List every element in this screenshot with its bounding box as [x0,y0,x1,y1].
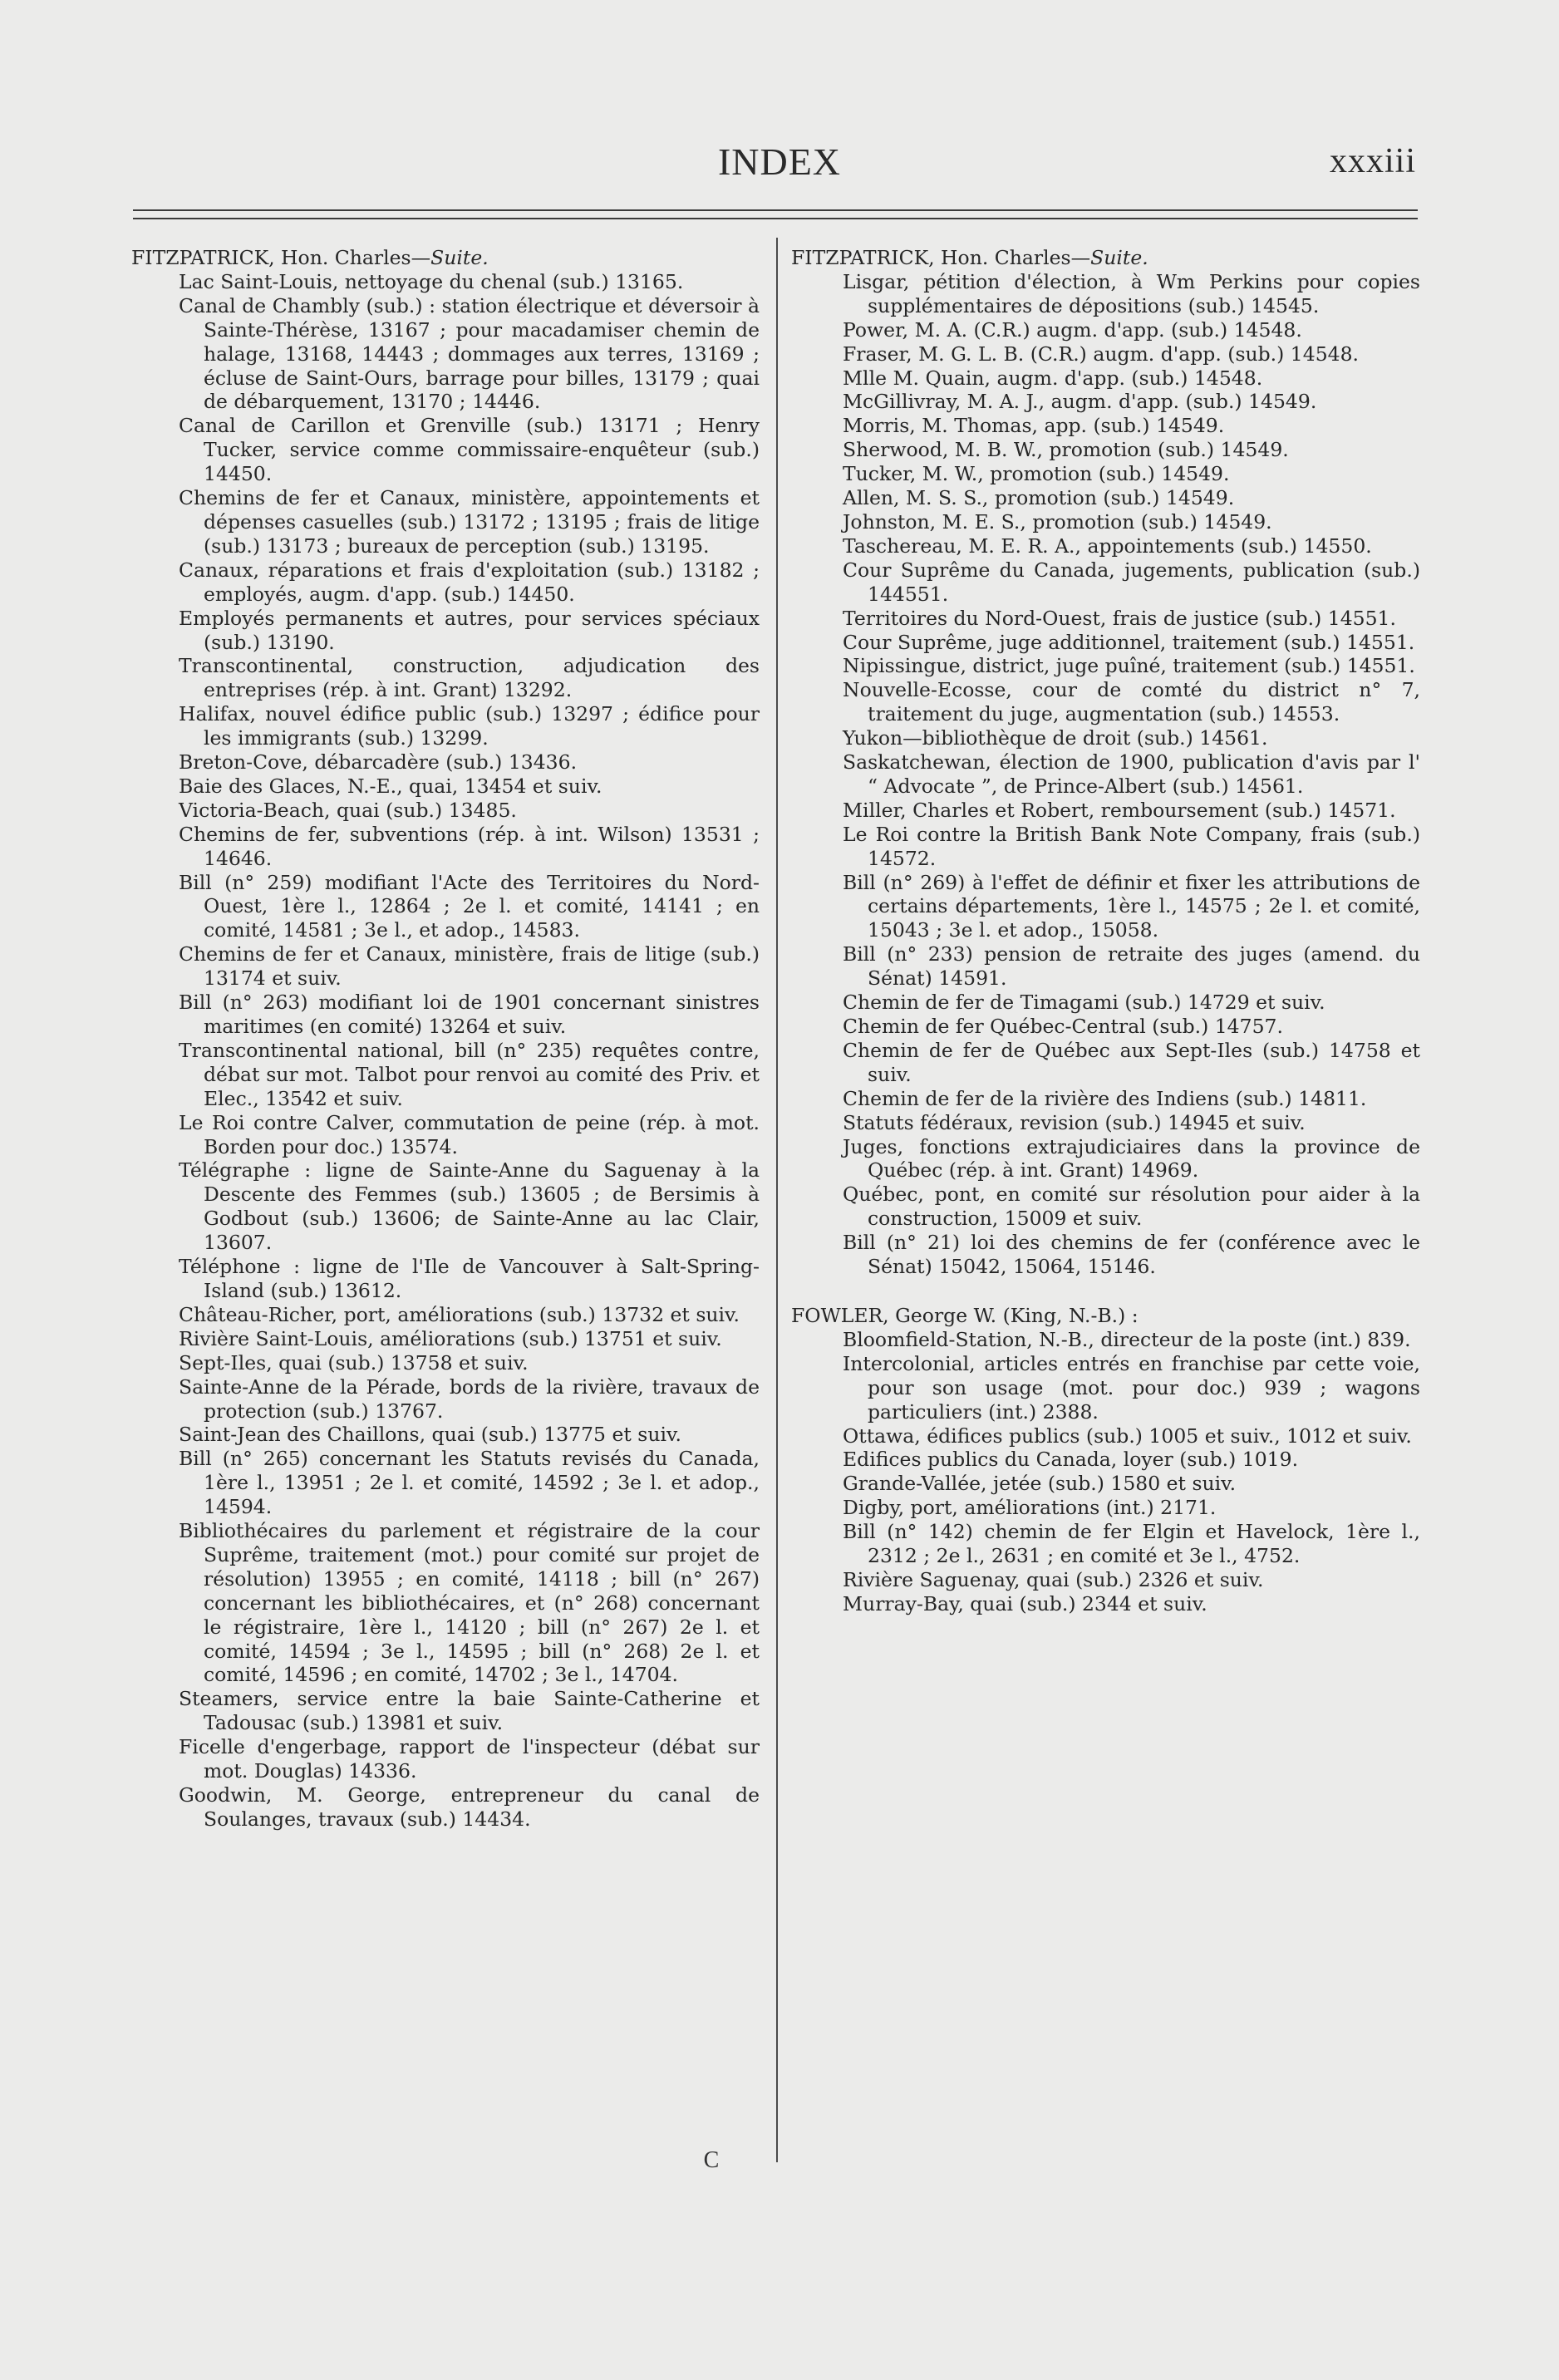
index-entry: Lac Saint-Louis, nettoyage du chenal (sub.) 13165. [179,269,684,293]
index-entry: Bill (n° 263) modifiant loi de 1901 concernant sinistres maritimes (en comité) 13264 et suiv. [179,991,760,1038]
index-entry: Allen, M. S. S., promotion (sub.) 14549. [843,486,1235,510]
index-entry: Canal de Carillon et Grenville (sub.) 13171 ; Henry Tucker, service comme commissaire-enquêteur (sub.) 14450. [179,414,760,486]
index-entry: Edifices publics du Canada, loyer (sub.) 1019. [843,1448,1299,1472]
index-entry: Chemin de fer Québec-Central (sub.) 14757. [843,1015,1283,1038]
index-entry: Steamers, service entre la baie Sainte-Catherine et Tadousac (sub.) 13981 et suiv. [179,1687,760,1735]
index-entry: McGillivray, M. A. J., augm. d'app. (sub.) 14549. [843,390,1317,414]
index-entry: Fraser, M. G. L. B. (C.R.) augm. d'app. (sub.) 14548. [843,342,1360,366]
index-entry: Sainte-Anne de la Pérade, bords de la rivière, travaux de protection (sub.) 13767. [179,1374,760,1423]
index-entry: Transcontinental national, bill (n° 235) requêtes contre, débat sur mot. Talbot pour renvoi au comité des Priv. et Elec., 13542 et suiv. [179,1038,760,1110]
index-entry: Transcontinental, construction, adjudication des entreprises (rép. à int. Grant) 13292. [179,654,760,702]
index-entry: Canaux, réparations et frais d'exploitation (sub.) 13182 ; employés, augm. d'app. (sub.) 14450. [179,558,760,606]
index-entry: Victoria-Beach, quai (sub.) 13485. [179,798,517,822]
index-entry: Bill (n° 269) à l'effet de définir et fixer les attributions de certains départements, 1ère l., 14575 ; 2e l. et comité, 15043 ; 3e l. et adop., 15058. [843,870,1420,942]
index-entry: Power, M. A. (C.R.) augm. d'app. (sub.) 14548. [843,317,1302,342]
index-entry: Territoires du Nord-Ouest, frais de justice (sub.) 14551. [843,606,1396,630]
index-entry: Murray-Bay, quai (sub.) 2344 et suiv. [843,1591,1207,1615]
index-entry: Château-Richer, port, améliorations (sub.) 13732 et suiv. [179,1302,740,1326]
index-entry: Grande-Vallée, jetée (sub.) 1580 et suiv. [843,1472,1237,1496]
index-entry: Intercolonial, articles entrés en franchise par cette voie, pour son usage (mot. pour doc.) 939 ; wagons particuliers (int.) 2388. [843,1351,1420,1424]
index-entry: Cour Suprême du Canada, jugements, publication (sub.) 144551. [843,558,1420,606]
index-entry: Télégraphe : ligne de Sainte-Anne du Saguenay à la Descente des Femmes (sub.) 13605 ; de Bersimis à Godbout (sub.) 13606; de Sainte-Anne au lac Clair, 13607. [179,1158,760,1255]
index-entry: Saskatchewan, élection de 1900, publication d'avis par l' “ Advocate ”, de Prince-Albert (sub.) 14561. [843,750,1420,798]
index-entry: Sept-Iles, quai (sub.) 13758 et suiv. [179,1350,529,1374]
index-entry: Tucker, M. W., promotion (sub.) 14549. [843,462,1230,486]
index-entry: Sherwood, M. B. W., promotion (sub.) 14549. [843,438,1289,462]
index-entry: Bill (n° 265) concernant les Statuts revisés du Canada, 1ère l., 13951 ; 2e l. et comité, 14592 ; 3e l. et adop., 14594. [179,1447,760,1519]
index-entry: Bibliothécaires du parlement et régistraire de la cour Suprême, traitement (mot.) pour comité sur projet de résolution) 13955 ; en comité, 14118 ; bill (n° 267) concernant les bibliothécaires, et (n° 268) concernant le régistraire, 1ère l., 14120 ; bill (n° 267) 2e l. et comité, 14594 ; 3e l., 14595 ; bill (n° 268) 2e l. et comité, 14596 ; en comité, 14702 ; 3e l., 14704. [179,1519,760,1687]
left-column-heading: FITZPATRICK, Hon. Charles—Suite. [131,246,489,269]
index-entry: Québec, pont, en comité sur résolution pour aider à la construction, 15009 et suiv. [843,1183,1420,1231]
right-column-heading: FITZPATRICK, Hon. Charles—Suite. [791,246,1148,269]
index-entry: Goodwin, M. George, entrepreneur du canal de Soulanges, travaux (sub.) 14434. [179,1783,760,1831]
index-entry: Baie des Glaces, N.-E., quai, 13454 et suiv. [179,774,602,798]
index-entry: Bill (n° 233) pension de retraite des juges (amend. du Sénat) 14591. [843,942,1420,991]
index-entry: Chemins de fer et Canaux, ministère, frais de litige (sub.) 13174 et suiv. [179,942,760,991]
index-entry: Bill (n° 259) modifiant l'Acte des Territoires du Nord-Ouest, 1ère l., 12864 ; 2e l. et comité, 14141 ; en comité, 14581 ; 3e l., et adop., 14583. [179,870,760,942]
index-entry: Rivière Saint-Louis, améliorations (sub.) 13751 et suiv. [179,1326,722,1350]
fowler-heading: FOWLER, George W. (King, N.-B.) : [791,1303,1139,1327]
index-entry: Juges, fonctions extrajudiciaires dans la province de Québec (rép. à int. Grant) 14969. [843,1134,1420,1183]
index-entry: Statuts fédéraux, revision (sub.) 14945 et suiv. [843,1110,1306,1134]
index-entry: Bill (n° 142) chemin de fer Elgin et Havelock, 1ère l., 2312 ; 2e l., 2631 ; en comité et 3e l., 4752. [843,1520,1420,1568]
page-title: INDEX [717,140,842,183]
index-entry: Chemins de fer et Canaux, ministère, appointements et dépenses casuelles (sub.) 13172 ; 13195 ; frais de litige (sub.) 13173 ; bureaux de perception (sub.) 13195. [179,486,760,558]
index-entry: Rivière Saguenay, quai (sub.) 2326 et suiv. [843,1567,1264,1591]
index-entry: Cour Suprême, juge additionnel, traitement (sub.) 14551. [843,630,1415,654]
index-entry: Breton-Cove, débarcadère (sub.) 13436. [179,750,578,774]
index-entry: Saint-Jean des Chaillons, quai (sub.) 13775 et suiv. [179,1423,681,1447]
index-entry: Nipissingue, district, juge puîné, traitement (sub.) 14551. [843,654,1415,678]
header-rule-top [133,209,1418,211]
column-divider [776,238,778,2162]
index-entry: Yukon—bibliothèque de droit (sub.) 14561. [843,726,1268,750]
header-rule-bottom [133,218,1418,219]
index-entry: Lisgar, pétition d'élection, à Wm Perkins pour copies supplémentaires de dépositions (sub.) 14545. [843,269,1420,317]
index-entry: Morris, M. Thomas, app. (sub.) 14549. [843,414,1225,438]
signature-mark: C [703,2147,720,2173]
right-column [791,246,1420,1616]
index-entry: Chemin de fer de la rivière des Indiens (sub.) 14811. [843,1086,1367,1110]
index-entry: Ottawa, édifices publics (sub.) 1005 et suiv., 1012 et suiv. [843,1424,1412,1448]
index-entry: Téléphone : ligne de l'Ile de Vancouver à Salt-Spring-Island (sub.) 13612. [179,1255,760,1302]
index-entry: Halifax, nouvel édifice public (sub.) 13297 ; édifice pour les immigrants (sub.) 13299. [179,702,760,750]
index-entry: Employés permanents et autres, pour services spéciaux (sub.) 13190. [179,606,760,654]
index-entry: Bill (n° 21) loi des chemins de fer (conférence avec le Sénat) 15042, 15064, 15146. [843,1231,1420,1279]
index-entry: Bloomfield-Station, N.-B., directeur de la poste (int.) 839. [843,1327,1411,1351]
index-entry: Canal de Chambly (sub.) : station électrique et déversoir à Sainte-Thérèse, 13167 ; pour macadamiser chemin de halage, 13168, 14443 ; dommages aux terres, 13169 ; écluse de Saint-Ours, barrage pour billes, 13179 ; quai de débarquement, 13170 ; 14446. [179,293,760,414]
index-entry: Chemin de fer de Timagami (sub.) 14729 et suiv. [843,991,1325,1015]
index-entry: Digby, port, améliorations (int.) 2171. [843,1496,1217,1520]
index-entry: Nouvelle-Ecosse, cour de comté du district n° 7, traitement du juge, augmentation (sub.) 14553. [843,678,1420,726]
index-entry: Taschereau, M. E. R. A., appointements (sub.) 14550. [843,534,1372,558]
index-entry: Miller, Charles et Robert, remboursement (sub.) 14571. [843,798,1396,822]
index-entry: Johnston, M. E. S., promotion (sub.) 14549. [843,509,1272,534]
page-number: xxxiii [1329,142,1416,180]
index-entry: Chemin de fer de Québec aux Sept-Iles (sub.) 14758 et suiv. [843,1038,1420,1086]
left-column [131,246,760,1832]
index-entry: Le Roi contre la British Bank Note Company, frais (sub.) 14572. [843,822,1420,870]
index-entry: Le Roi contre Calver, commutation de peine (rép. à mot. Borden pour doc.) 13574. [179,1110,760,1158]
index-entry: Ficelle d'engerbage, rapport de l'inspecteur (débat sur mot. Douglas) 14336. [179,1735,760,1783]
index-entry: Chemins de fer, subventions (rép. à int. Wilson) 13531 ; 14646. [179,822,760,870]
index-entry: Mlle M. Quain, augm. d'app. (sub.) 14548. [843,366,1263,390]
